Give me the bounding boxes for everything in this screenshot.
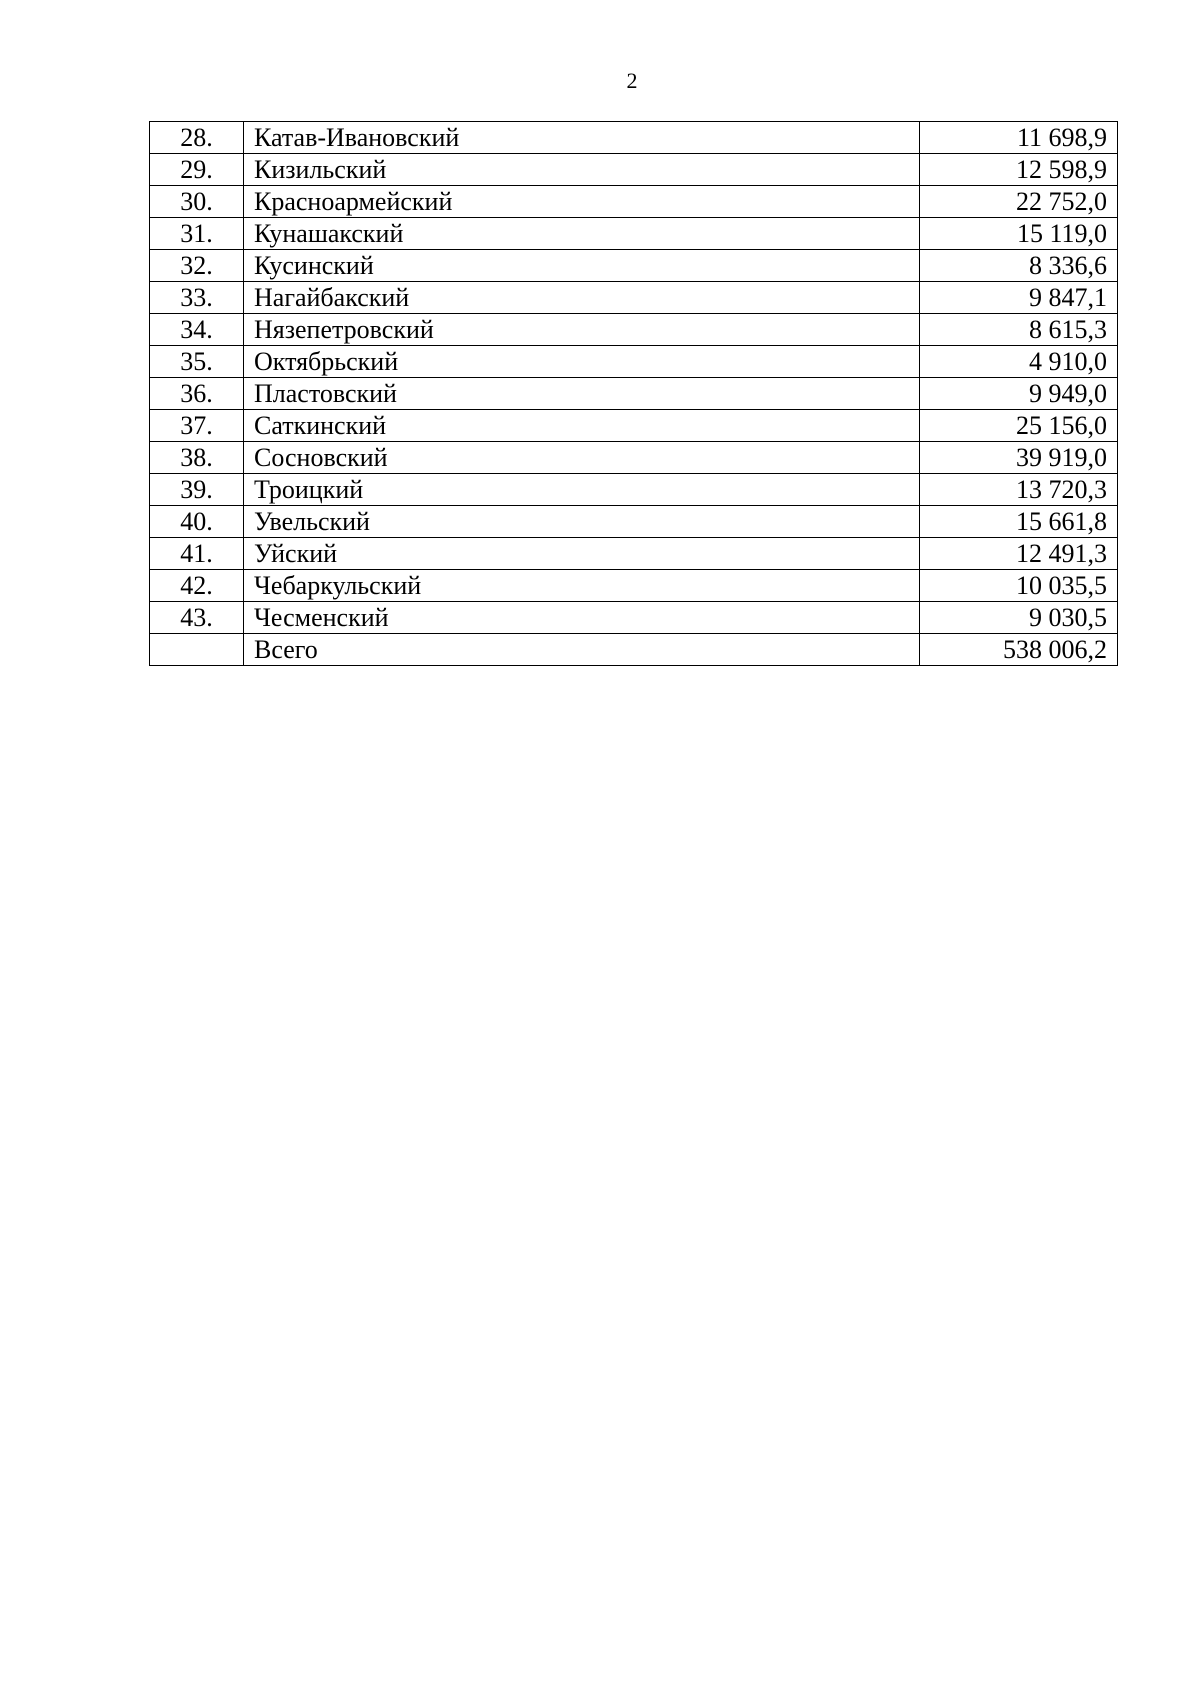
row-number-cell: 30. (150, 186, 244, 218)
row-number-cell: 39. (150, 474, 244, 506)
amount-cell: 10 035,5 (920, 570, 1118, 602)
amount-cell: 39 919,0 (920, 442, 1118, 474)
amount-cell: 8 336,6 (920, 250, 1118, 282)
district-name-cell: Красноармейский (244, 186, 920, 218)
district-name-cell: Увельский (244, 506, 920, 538)
district-name-cell: Пластовский (244, 378, 920, 410)
amount-cell: 22 752,0 (920, 186, 1118, 218)
total-amount-cell: 538 006,2 (920, 634, 1118, 666)
amount-cell: 12 491,3 (920, 538, 1118, 570)
row-number-cell: 34. (150, 314, 244, 346)
amount-cell: 9 030,5 (920, 602, 1118, 634)
row-number-cell: 31. (150, 218, 244, 250)
page-number: 2 (626, 68, 638, 93)
allocation-table-container (149, 121, 1117, 666)
row-number-cell: 35. (150, 346, 244, 378)
table-row (150, 314, 1118, 346)
district-name-cell: Чесменский (244, 602, 920, 634)
amount-cell: 9 847,1 (920, 282, 1118, 314)
amount-cell: 25 156,0 (920, 410, 1118, 442)
table-row (150, 538, 1118, 570)
table-row (150, 506, 1118, 538)
row-number-cell: 42. (150, 570, 244, 602)
district-name-cell: Саткинский (244, 410, 920, 442)
amount-cell: 8 615,3 (920, 314, 1118, 346)
amount-cell: 9 949,0 (920, 378, 1118, 410)
table-row (150, 154, 1118, 186)
table-row (150, 474, 1118, 506)
total-row (150, 634, 1118, 666)
district-name-cell: Троицкий (244, 474, 920, 506)
table-row (150, 346, 1118, 378)
row-number-cell: 43. (150, 602, 244, 634)
row-number-cell: 40. (150, 506, 244, 538)
allocation-table (149, 121, 1118, 666)
row-number-cell: 37. (150, 410, 244, 442)
row-number-cell: 41. (150, 538, 244, 570)
district-name-cell: Нязепетровский (244, 314, 920, 346)
table-row (150, 218, 1118, 250)
table-row (150, 570, 1118, 602)
table-row (150, 378, 1118, 410)
amount-cell: 4 910,0 (920, 346, 1118, 378)
row-number-cell: 33. (150, 282, 244, 314)
district-name-cell: Катав-Ивановский (244, 122, 920, 154)
district-name-cell: Сосновский (244, 442, 920, 474)
table-row (150, 186, 1118, 218)
district-name-cell: Октябрьский (244, 346, 920, 378)
district-name-cell: Чебаркульский (244, 570, 920, 602)
table-row (150, 602, 1118, 634)
total-label-cell: Всего (244, 634, 920, 666)
row-number-cell: 36. (150, 378, 244, 410)
table-row (150, 442, 1118, 474)
district-name-cell: Кизильский (244, 154, 920, 186)
district-name-cell: Кусинский (244, 250, 920, 282)
amount-cell: 13 720,3 (920, 474, 1118, 506)
amount-cell: 12 598,9 (920, 154, 1118, 186)
row-number-cell: 32. (150, 250, 244, 282)
table-row (150, 410, 1118, 442)
amount-cell: 11 698,9 (920, 122, 1118, 154)
amount-cell: 15 661,8 (920, 506, 1118, 538)
total-number-cell (150, 634, 244, 666)
amount-cell: 15 119,0 (920, 218, 1118, 250)
table-row (150, 282, 1118, 314)
row-number-cell: 28. (150, 122, 244, 154)
district-name-cell: Кунашакский (244, 218, 920, 250)
district-name-cell: Нагайбакский (244, 282, 920, 314)
row-number-cell: 38. (150, 442, 244, 474)
table-row (150, 122, 1118, 154)
table-row (150, 250, 1118, 282)
row-number-cell: 29. (150, 154, 244, 186)
district-name-cell: Уйский (244, 538, 920, 570)
allocation-table-body (150, 122, 1118, 666)
